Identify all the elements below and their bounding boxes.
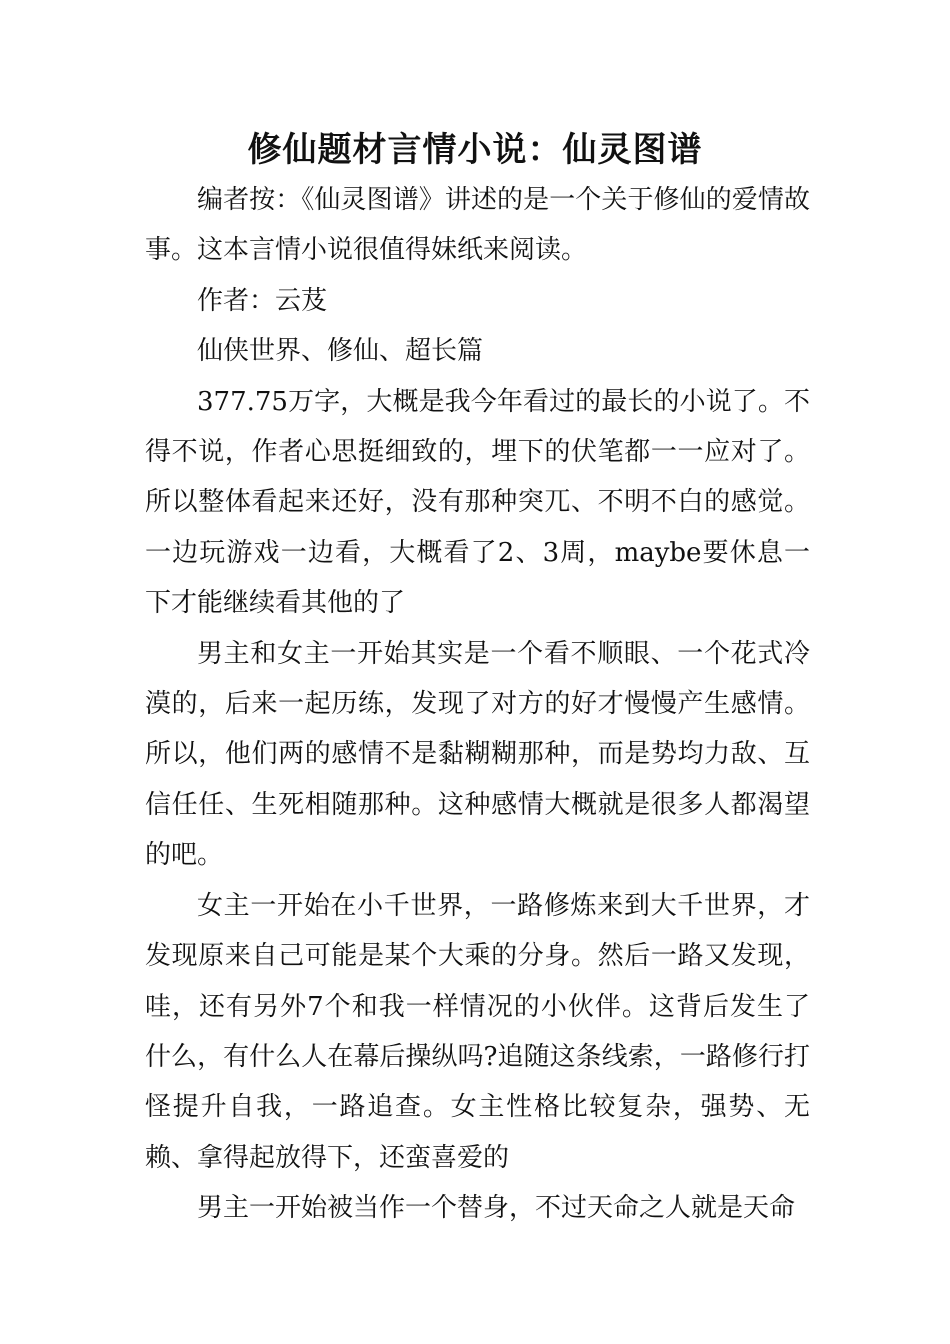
hero-paragraph: 男主一开始被当作一个替身，不过天命之人就是天命 [197, 1193, 796, 1224]
review-paragraph: 377.75万字，大概是我今年看过的最长的小说了。不得不说，作者心思挺细致的，埋下的伏笔都一一应对了。所以整体看起来还好，没有那种突兀、不明不白的感觉。一边玩游戏一边看，大概看了2、3周，maybe要休息一下才能继续看其他的了 [145, 386, 810, 619]
leads-paragraph: 男主和女主一开始其实是一个看不顺眼、一个花式冷漠的，后来一起历练，发现了对方的好才慢慢产生感情。所以，他们两的感情不是黏糊糊那种，而是势均力敌、互信任任、生死相随那种。这种感情大概就是很多人都渴望的吧。 [145, 638, 810, 871]
heroine-paragraph: 女主一开始在小千世界，一路修炼来到大千世界，才发现原来自己可能是某个大乘的分身。然后一路又发现，哇，还有另外7个和我一样情况的小伙伴。这背后发生了什么，有什么人在幕后操纵吗?追随这条线索，一路修行打怪提升自我，一路追查。女主性格比较复杂，强势、无赖、拿得起放得下，还蛮喜爱的 [145, 890, 810, 1173]
document-body [145, 175, 810, 1234]
editor-note-paragraph: 编者按：《仙灵图谱》讲述的是一个关于修仙的爱情故事。这本言情小说很值得妹纸来阅读。 [145, 185, 810, 266]
genre-line: 仙侠世界、修仙、超长篇 [197, 336, 484, 367]
author-line: 作者：云芨 [197, 285, 328, 316]
document-title: 修仙题材言情小说：仙灵图谱 [247, 130, 703, 170]
